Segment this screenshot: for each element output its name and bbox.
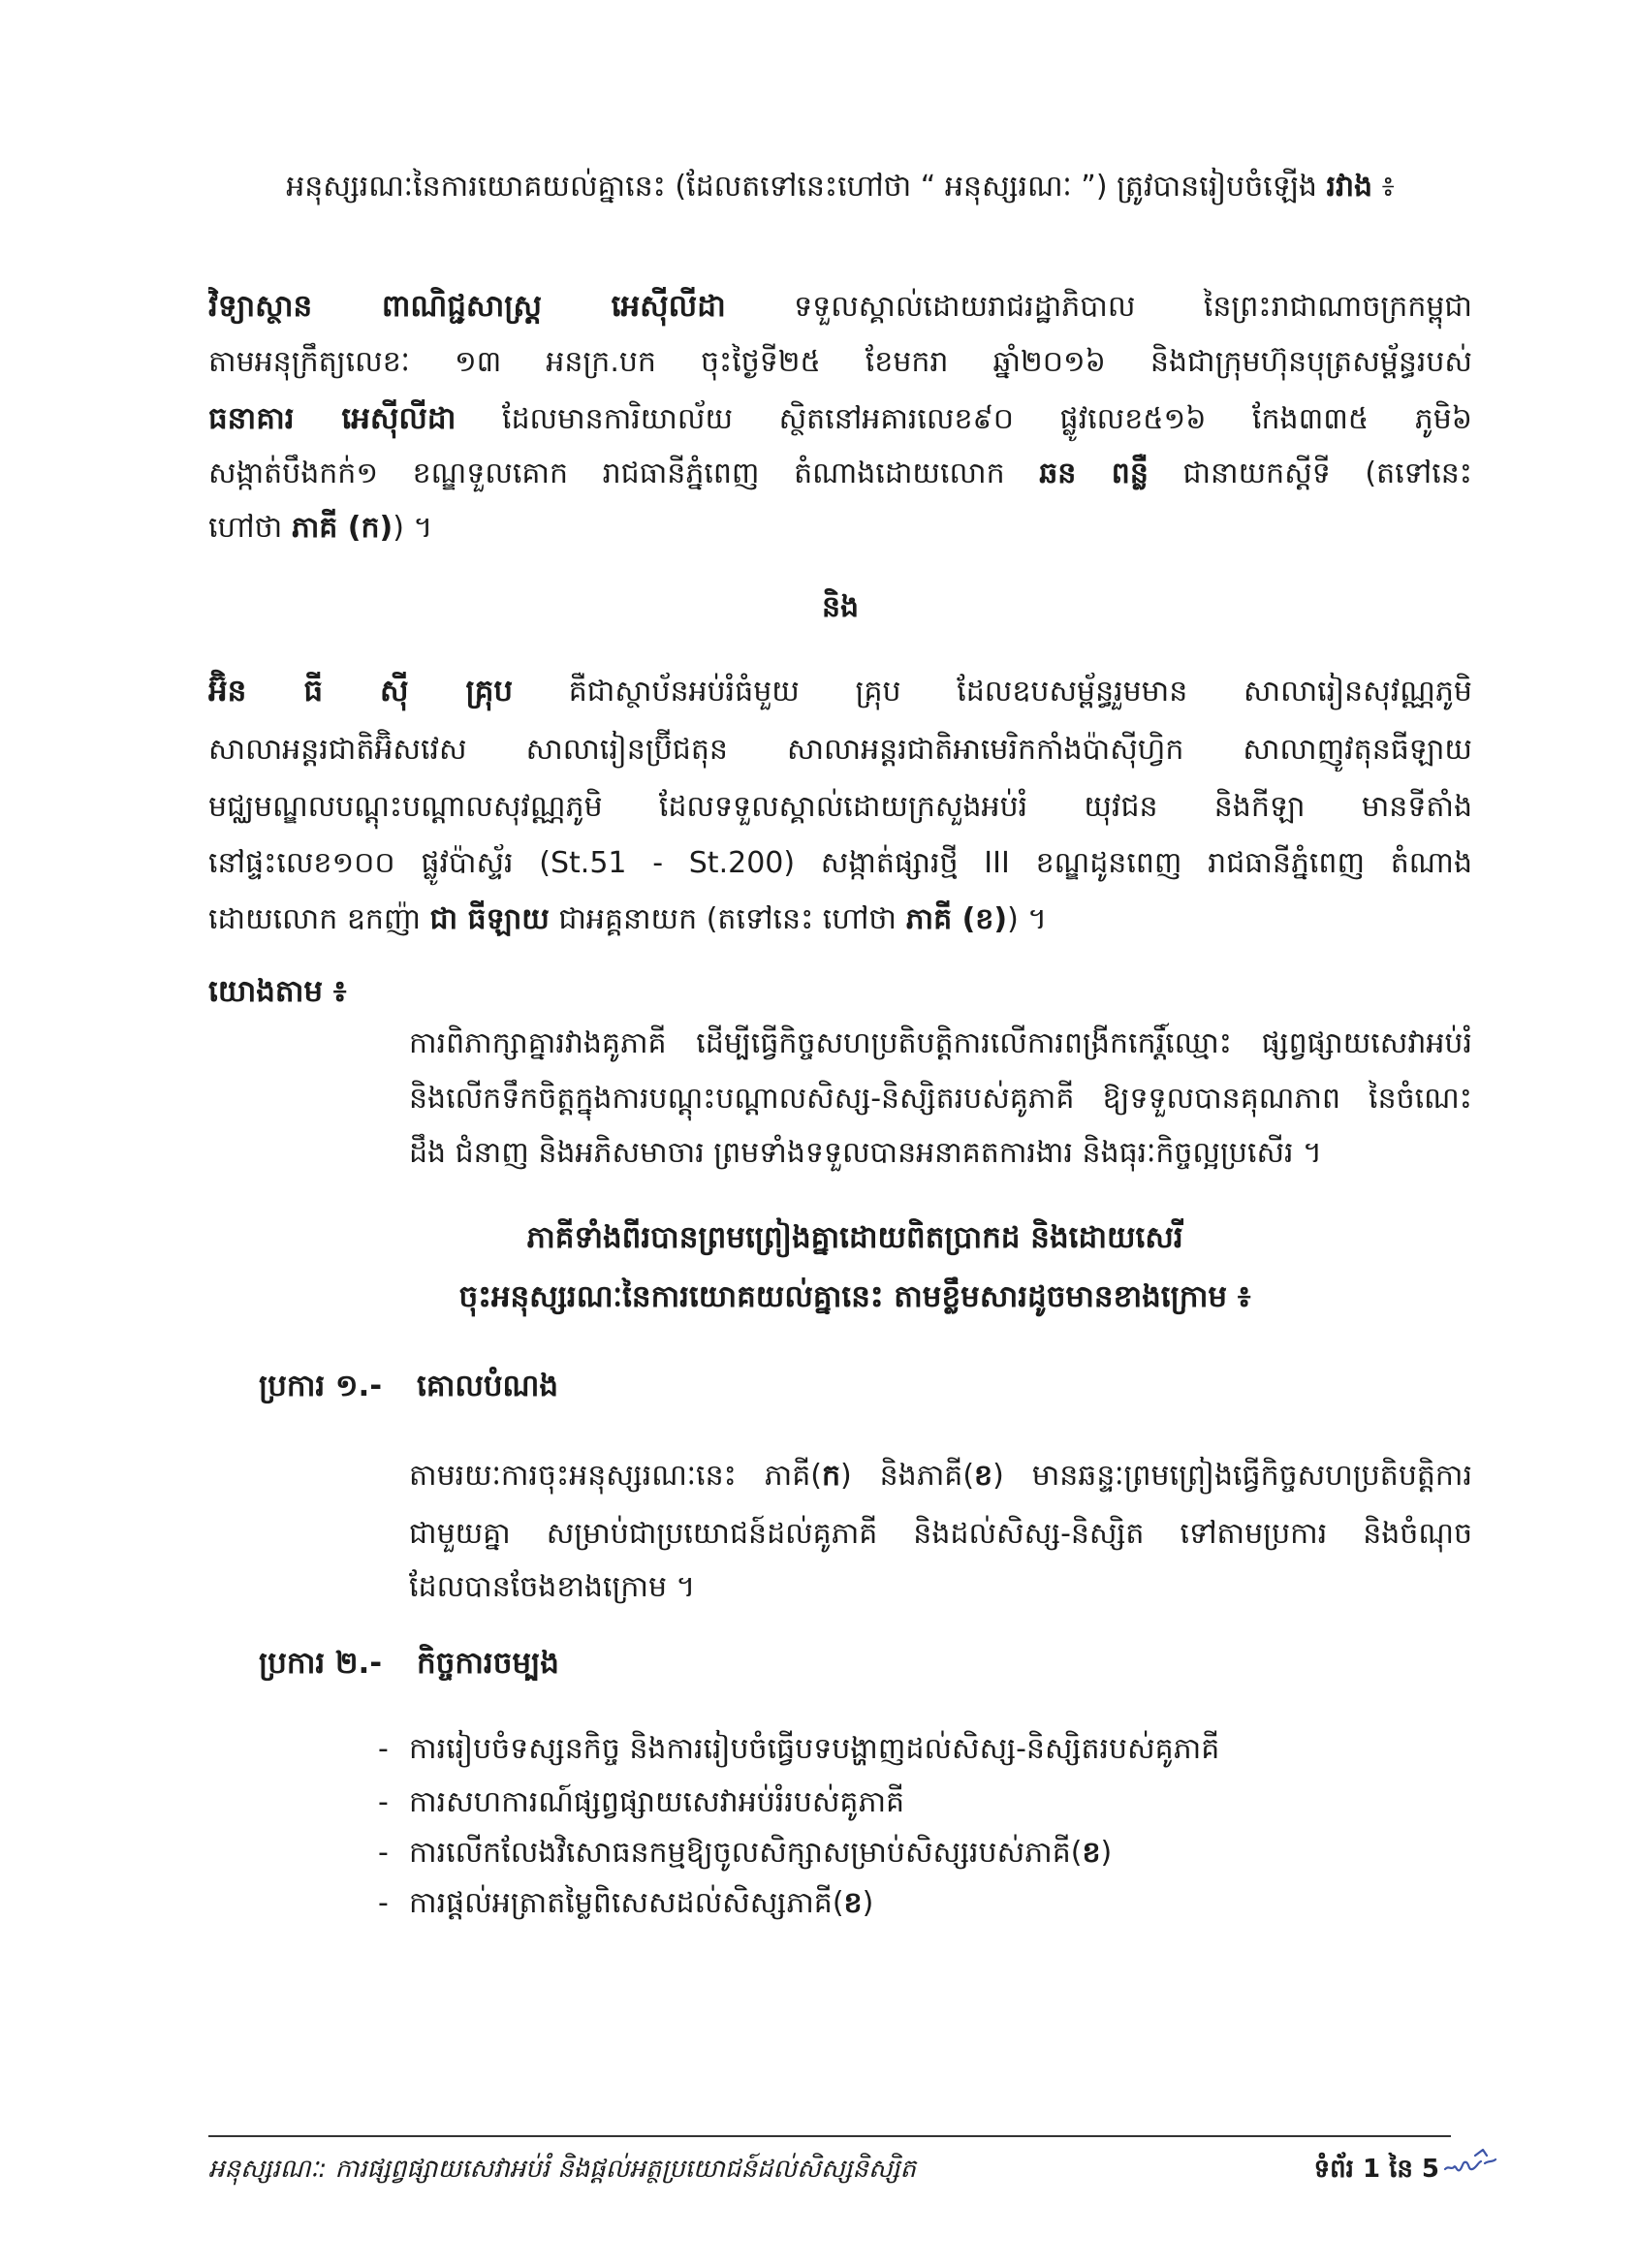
party-a-line-3 [208,392,1472,446]
article-1-line-3: ដែលបានចែងខាងក្រោម ។ [409,1570,696,1604]
footer-rule [208,2135,1451,2137]
party-b-line-2: សាលាអន្តរជាតិអ៊ិសវេស សាលារៀនប្រ៊ីជតុន សាលាអន្តរជាតិអាមេរិកកាំងប៉ាស៊ីហ្វិក សាលាញូវតុនធីឡាយ [208,733,1472,767]
party-a-line-5-end: ) ។ [393,511,433,545]
party-a-line-3-text: ដែលមានការិយាល័យ ស្ថិតនៅអគារលេខ៩០ ផ្លូវលេខ៥១៦ កែង៣៣៥ ភូមិ៦ [456,402,1472,436]
list-item-text: ការលើកលែងវិសោធនកម្មឱ្យចូលសិក្សាសម្រាប់សិស្សរបស់ភាគី( [409,1836,1083,1870]
list-item-text: ការផ្តល់អត្រាតម្លៃពិសេសដល់សិស្សភាគី( [409,1886,844,1920]
article-2-number: ប្រការ ២.- [259,1646,383,1681]
article-1-line-1-e: ) មានឆន្ទៈព្រមព្រៀងធ្វើកិច្ចសហប្រតិបត្តិការ [992,1459,1472,1493]
party-b-label: ភាគី (ខ) [905,902,1008,936]
bullet-dash: - [378,1732,389,1766]
conjunction: និង [821,590,860,624]
party-a-line-5-start: ហៅថា [208,511,292,545]
party-a-parent-name: ធនាគារ អេស៊ីលីដា [208,401,456,436]
list-item-close: ) [862,1886,874,1920]
list-item [409,1826,1472,1880]
party-b-line-1-text: គឺជាស្ថាប័នអប់រំធំមួយ គ្រុប ដែលឧបសម្ព័ន្ធរួមមាន សាលារៀនសុវណ្ណភូមិ [513,675,1472,709]
list-item: ការរៀបចំទស្សនកិច្ច និងការរៀបចំធ្វើបទបង្ហាញដល់សិស្ស-និស្សិតរបស់គូភាគី [409,1732,1220,1766]
article-1-line-1-a: តាមរយៈការចុះអនុស្សរណៈនេះ ភាគី( [409,1459,822,1493]
party-a-line-1-text: ទទួលស្គាល់ដោយរាជរដ្ឋាភិបាល នៃព្រះរាជាណាចក្រកម្ពុជា [725,290,1472,324]
party-b-representative: ជា ធីឡាយ [429,902,550,936]
article-2-title: កិច្ចការចម្បង [417,1646,559,1681]
party-a-line-2: តាមអនុក្រឹត្យលេខៈ ១៣ អនក្រ.បក ចុះថ្ងៃទី២៥ ខែមករា ឆ្នាំ២០១៦ និងជាក្រុមហ៊ុនបុត្រសម្ព័ន្ធរបស់ [208,345,1472,379]
intro-colon: ៖ [1372,170,1395,204]
party-a-line-4-start: សង្កាត់បឹងកក់១ ខណ្ឌទួលគោក រាជធានីភ្នំពេញ តំណាងដោយលោក [208,457,1040,490]
article-1-line-1 [409,1449,1472,1503]
list-item-party: ខ [843,1886,863,1920]
article-2-heading [259,1636,1131,1690]
article-1-number: ប្រការ ១.- [259,1369,383,1403]
article-1-line-2: ជាមួយគ្នា សម្រាប់ជាប្រយោជន៍ដល់គូភាគី និងដល់សិស្ស-និស្សិត ទៅតាមប្រការ និងចំណុច [409,1517,1472,1551]
bullet-dash: - [378,1785,389,1819]
whereas-heading: យោងតាម ៖ [208,974,347,1009]
whereas-line-1: ការពិភាក្សាគ្នារវាងគូភាគី ដើម្បីធ្វើកិច្ចសហប្រតិបត្តិការលើការពង្រីកកេរ្តិ៍ឈ្មោះ ផ្សព្វផ្សាយសេវាអប់រំ [409,1026,1472,1060]
intro-between: រវាង [1326,170,1373,204]
footer-page-number: ទំព័រ 1 នៃ 5 [1313,2155,1439,2184]
party-b-line-5-end: ) ។ [1007,902,1048,936]
article-1-line-1-c: ) និងភាគី( [840,1459,975,1493]
bullet-dash: - [378,1886,389,1920]
bullet-dash: - [378,1836,389,1870]
party-b-line-5-mid: ជាអគ្គនាយក (តទៅនេះ ហៅថា [549,902,906,936]
party-a-line-5 [208,501,1472,555]
intro-line [208,160,1472,214]
party-a-label: ភាគី (ក) [291,511,394,545]
list-item-party: ខ [1082,1836,1101,1870]
party-a-line-4 [208,447,1472,501]
whereas-line-3: ដឹង ជំនាញ និងអភិសមាចារ ព្រមទាំងទទួលបានអនាគតការងារ និងធុរៈកិច្ចល្អប្រសើរ ។ [409,1136,1322,1170]
article-1-title: គោលបំណង [417,1369,559,1403]
party-a-representative: ឆន ពន្លឺ [1039,457,1149,490]
article-1-party-b: ខ [974,1459,993,1493]
party-b-line-5 [208,893,1472,947]
agreement-line-2: ចុះអនុស្សរណៈនៃការយោគយល់គ្នានេះ តាមខ្លឹមសារដូចមានខាងក្រោម ៖ [458,1279,1251,1314]
party-b-line-1 [208,664,1472,718]
whereas-line-2: និងលើកទឹកចិត្តក្នុងការបណ្តុះបណ្តាលសិស្ស-និស្សិតរបស់គូភាគី ឱ្យទទួលបានគុណភាព នៃចំណេះ [409,1082,1472,1116]
party-b-line-4: នៅផ្ទះលេខ១០០ ផ្លូវប៉ាស្ទ័រ (St.51 - St.200) សង្កាត់ផ្សារថ្មី III ខណ្ឌដូនពេញ រាជធានីភ្នំពេញ តំណាង [208,846,1472,880]
party-a-line-1 [208,279,1472,333]
article-1-party-a: ក [822,1459,841,1493]
intro-text: អនុស្សរណៈនៃការយោគយល់គ្នានេះ (ដែលតទៅនេះហៅថា “ អនុស្សរណៈ ”) ត្រូវបានរៀបចំឡើង [286,170,1327,204]
party-b-line-5-start: ដោយលោក ឧកញ៉ា [208,902,430,936]
party-b-line-3: មជ្ឈមណ្ឌលបណ្តុះបណ្តាលសុវណ្ណភូមិ ដែលទទួលស្គាល់ដោយក្រសួងអប់រំ យុវជន និងកីឡា មានទីតាំង [208,790,1472,824]
article-1-heading [259,1359,1131,1413]
list-item: ការសហការណ៍ផ្សព្វផ្សាយសេវាអប់រំរបស់គូភាគី [409,1785,905,1819]
party-a-line-4-end: ជានាយកស្តីទី (តទៅនេះ [1148,457,1472,490]
handwritten-initials-icon [1442,2144,1498,2181]
list-item-close: ) [1100,1836,1113,1870]
footer-title: អនុស្សរណៈ: ការផ្សព្វផ្សាយសេវាអប់រំ និងផ្តល់អត្ថប្រយោជន៍ដល់សិស្សនិស្សិត [208,2155,916,2184]
list-item [409,1876,1472,1931]
agreement-line-1: ភាគីទាំងពីរបានព្រមព្រៀងគ្នាដោយពិតប្រាកដ និងដោយសេរី [526,1220,1183,1255]
party-a-name: វិទ្យាស្ថាន ពាណិជ្ជសាស្ត្រ អេស៊ីលីដា [208,289,726,324]
party-b-name: អ៊ិន ធី ស៊ី គ្រុប [208,674,514,709]
